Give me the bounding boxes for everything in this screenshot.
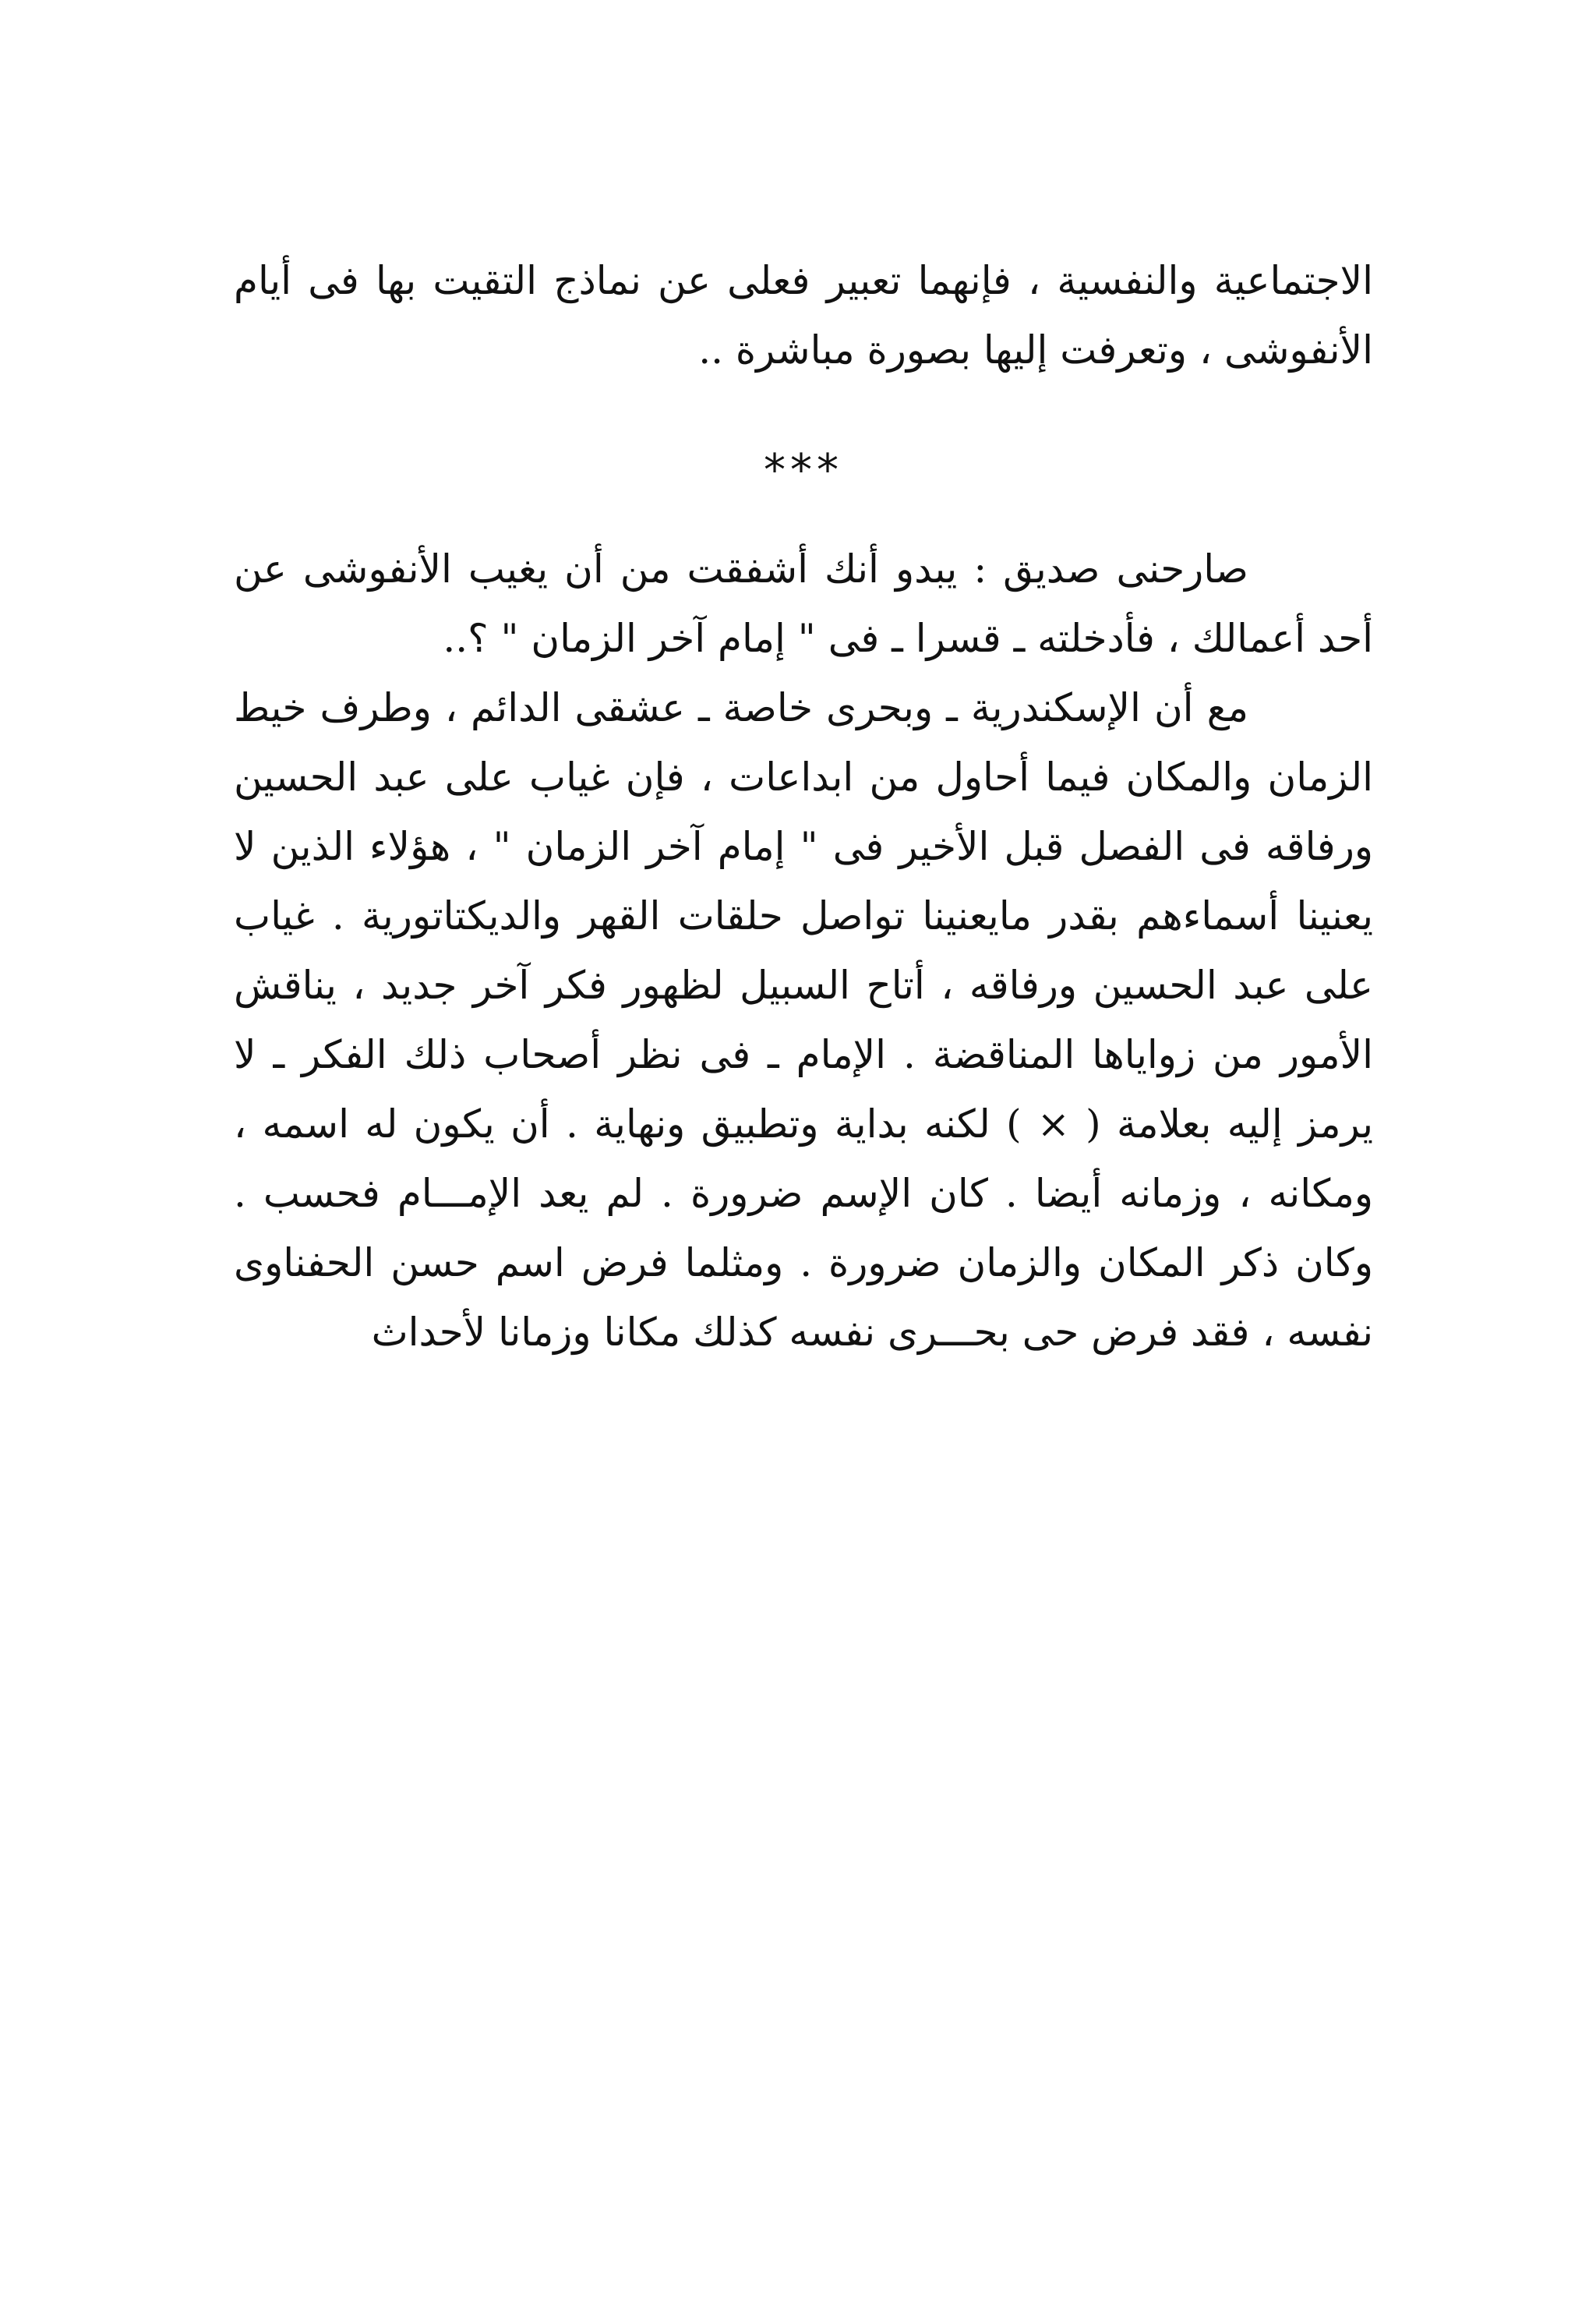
intro-paragraph-block	[234, 246, 1373, 385]
intro-paragraph: الاجتماعية والنفسية ، فإنهما تعبير فعلى عن نماذج التقيت بها فى أيام الأنفوشى ، وتعرفت إليها بصورة مباشرة ..	[234, 258, 1373, 373]
paragraph-friend-remark: صارحنى صديق : يبدو أنك أشفقت من أن يغيب الأنفوشى عن أحد أعمالك ، فأدخلته ـ قسرا ـ فى " إمام آخر الزمان " ؟..	[234, 546, 1373, 661]
section-separator: ***	[764, 445, 843, 496]
paragraph-alexandria: مع أن الإسكندرية ـ وبحرى خاصة ـ عشقى الدائم ، وطرف خيط الزمان والمكان فيما أحاول من ابداعات ، فإن غياب على عبد الحسين ورفاقه فى الفصل قبل الأخير فى " إمام آخر الزمان " ، هؤلاء الذين لا يعنينا أسماءهم بقدر مايعنينا تواصل حلقات القهر والديكتاتورية . غياب على عبد الحسين ورفاقه ، أتاح السبيل لظهور فكر آخر جديد ، يناقش الأمور من زواياها المناقضة . الإمام ـ فى نظر أصحاب ذلك الفكر ـ لا يرمز إليه بعلامة ( × ) لكنه بداية وتطبيق ونهاية . أن يكون له اسمه ، ومكانه ، وزمانه أيضا . كان الإسم ضرورة . لم يعد الإمـــام فحسب . وكان ذكر المكان والزمان ضرورة . ومثلما فرض اسم حسن الحفناوى نفسه ، فقد فرض حى بحـــرى نفسه كذلك مكانا وزمانا لأحداث	[234, 685, 1373, 1355]
body-text-block	[234, 535, 1373, 1367]
